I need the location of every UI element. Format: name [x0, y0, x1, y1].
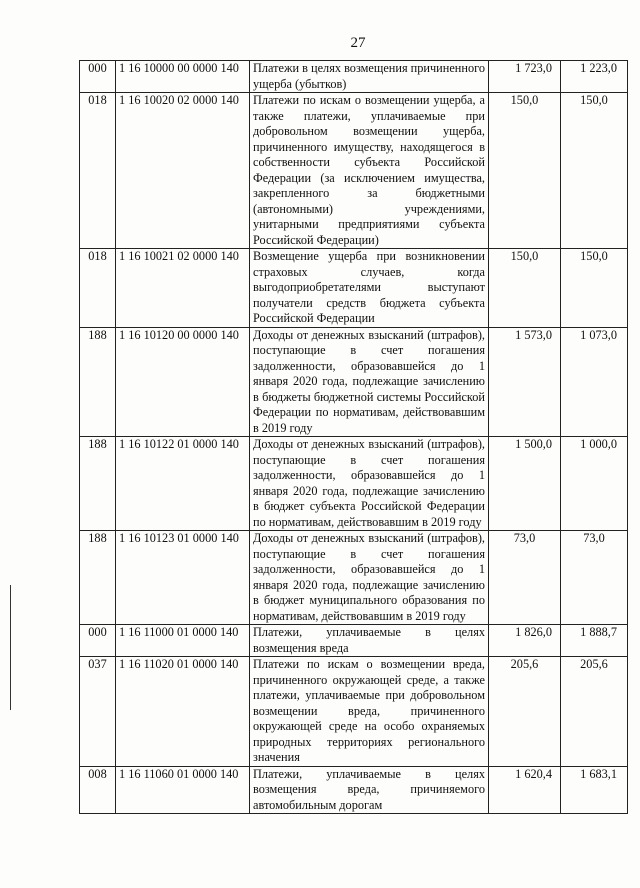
- amount-1-cell: 205,6: [489, 657, 561, 767]
- admin-code-cell: 188: [80, 327, 116, 437]
- table-row: [80, 327, 628, 437]
- amount-2-cell: 150,0: [561, 249, 628, 328]
- amount-1-cell: 150,0: [489, 93, 561, 249]
- description-cell: Платежи, уплачиваемые в целях возмещения вреда: [250, 625, 489, 657]
- table-row: [80, 766, 628, 814]
- table-row: [80, 531, 628, 625]
- admin-code-cell: 037: [80, 657, 116, 767]
- description-cell: Доходы от денежных взысканий (штрафов), поступающие в счет погашения задолженности, образовавшейся до 1 января 2020 года, подлежащие зачислению в бюджеты бюджетной системы Российской Федерации по нормативам, действовавшим в 2019 году: [250, 327, 489, 437]
- amount-1-cell: 1 500,0: [489, 437, 561, 531]
- table-row: [80, 657, 628, 767]
- amount-1-cell: 1 723,0: [489, 61, 561, 93]
- budget-code-cell: 1 16 11060 01 0000 140: [116, 766, 250, 814]
- budget-code-cell: 1 16 10000 00 0000 140: [116, 61, 250, 93]
- table-row: [80, 437, 628, 531]
- admin-code-cell: 000: [80, 625, 116, 657]
- description-cell: Платежи по искам о возмещении ущерба, а также платежи, уплачиваемые при добровольном возмещении ущерба, причиненного имуществу, находящегося в собственности субъекта Российской Федерации (за исключением имущества, закрепленного за бюджетными (автономными) учреждениями, унитарными предприятиями субъекта Российской Федерации): [250, 93, 489, 249]
- budget-code-cell: 1 16 10122 01 0000 140: [116, 437, 250, 531]
- budget-code-cell: 1 16 10123 01 0000 140: [116, 531, 250, 625]
- amount-1-cell: 150,0: [489, 249, 561, 328]
- binding-margin-line: [10, 585, 11, 710]
- amount-2-cell: 1 223,0: [561, 61, 628, 93]
- amount-1-cell: 1 826,0: [489, 625, 561, 657]
- description-cell: Платежи в целях возмещения причиненного ущерба (убытков): [250, 61, 489, 93]
- amount-2-cell: 205,6: [561, 657, 628, 767]
- description-cell: Доходы от денежных взысканий (штрафов), поступающие в счет погашения задолженности, образовавшейся до 1 января 2020 года, подлежащие зачислению в бюджет субъекта Российской Федерации по нормативам, действовавшим в 2019 году: [250, 437, 489, 531]
- page-number: 27: [350, 35, 366, 51]
- admin-code-cell: 188: [80, 531, 116, 625]
- description-cell: Платежи по искам о возмещении вреда, причиненного окружающей среде, а также платежи, уплачиваемые при добровольном возмещении вреда, причиненного окружающей среде на особо охраняемых природных территориях регионального значения: [250, 657, 489, 767]
- amount-2-cell: 1 073,0: [561, 327, 628, 437]
- admin-code-cell: 018: [80, 249, 116, 328]
- amount-2-cell: 1 888,7: [561, 625, 628, 657]
- table-row: [80, 61, 628, 93]
- table-row: [80, 93, 628, 249]
- amount-2-cell: 1 683,1: [561, 766, 628, 814]
- amount-1-cell: 1 573,0: [489, 327, 561, 437]
- budget-code-cell: 1 16 10020 02 0000 140: [116, 93, 250, 249]
- amount-1-cell: 1 620,4: [489, 766, 561, 814]
- admin-code-cell: 188: [80, 437, 116, 531]
- table-row: [80, 625, 628, 657]
- description-cell: Доходы от денежных взысканий (штрафов), поступающие в счет погашения задолженности, образовавшейся до 1 января 2020 года, подлежащие зачислению в бюджет муниципального образования по нормативам, действовавшим в 2019 году: [250, 531, 489, 625]
- table-row: [80, 249, 628, 328]
- amount-1-cell: 73,0: [489, 531, 561, 625]
- admin-code-cell: 008: [80, 766, 116, 814]
- description-cell: Платежи, уплачиваемые в целях возмещения вреда, причиняемого автомобильным дорогам: [250, 766, 489, 814]
- admin-code-cell: 018: [80, 93, 116, 249]
- budget-revenue-table: [79, 60, 628, 814]
- amount-2-cell: 73,0: [561, 531, 628, 625]
- budget-code-cell: 1 16 10120 00 0000 140: [116, 327, 250, 437]
- budget-code-cell: 1 16 11020 01 0000 140: [116, 657, 250, 767]
- admin-code-cell: 000: [80, 61, 116, 93]
- amount-2-cell: 1 000,0: [561, 437, 628, 531]
- description-cell: Возмещение ущерба при возникновении страховых случаев, когда выгодоприобретателями выступают получатели средств бюджета субъекта Российской Федерации: [250, 249, 489, 328]
- budget-code-cell: 1 16 10021 02 0000 140: [116, 249, 250, 328]
- budget-code-cell: 1 16 11000 01 0000 140: [116, 625, 250, 657]
- amount-2-cell: 150,0: [561, 93, 628, 249]
